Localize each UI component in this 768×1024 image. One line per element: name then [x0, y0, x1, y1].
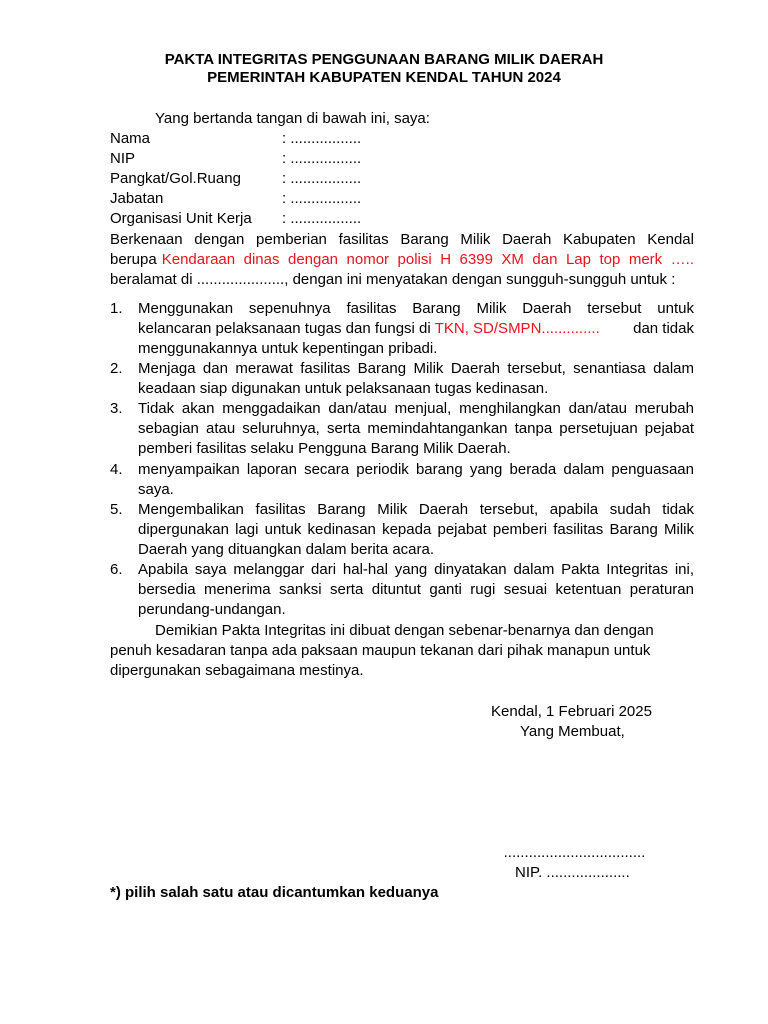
- list-item-5: [138, 500, 694, 560]
- closing-line3: dipergunakan sebagaimana mestinya.: [110, 662, 364, 679]
- list-item-6-line3: perundang-undangan.: [138, 601, 286, 618]
- list-item-6-line1: Apabila saya melanggar dari hal-hal yang dinyatakan dalam Pakta Integritas ini,: [138, 561, 694, 578]
- field-value-nama: : .................: [282, 130, 362, 147]
- list-number-6: 6.: [110, 561, 123, 578]
- field-value-nip: : .................: [282, 150, 362, 167]
- intro-text: Yang bertanda tangan di bawah ini, saya:: [155, 110, 430, 127]
- document-title-line1: PAKTA INTEGRITAS PENGGUNAAN BARANG MILIK DAERAH: [164, 51, 604, 68]
- statement-line2-prefix: berupa: [110, 251, 157, 268]
- list-item-2-line1: Menjaga dan merawat fasilitas Barang Milik Daerah tersebut, senantiasa dalam: [138, 360, 694, 377]
- list-number-4: 4.: [110, 461, 123, 478]
- field-value-organisasi: : .................: [282, 210, 362, 227]
- field-label-organisasi: Organisasi Unit Kerja: [110, 210, 252, 227]
- footnote: *) pilih salah satu atau dicantumkan keduanya: [110, 884, 439, 901]
- list-number-2: 2.: [110, 360, 123, 377]
- list-item-4-line1: menyampaikan laporan secara periodik barang yang berada dalam penguasaan: [138, 461, 694, 478]
- list-number-3: 3.: [110, 400, 123, 417]
- list-item-1-line2-text: kelancaran pelaksanaan tugas dan fungsi di: [138, 320, 431, 337]
- list-item-2: [138, 359, 694, 399]
- list-item-3-line2: sebagian atau seluruhnya, serta memindahtangankan tanpa persetujuan pejabat: [138, 420, 694, 437]
- list-number-1: 1.: [110, 300, 123, 317]
- statement-item-description: Kendaraan dinas dengan nomor polisi H 6399 XM dan Lap top merk …..: [161, 251, 694, 268]
- list-item-1-unit-placeholder: TKN, SD/SMPN..............: [434, 320, 600, 337]
- list-item-6-line2: bersedia menerima sanksi serta dituntut ganti rugi sesuai ketentuan peraturan: [138, 581, 694, 598]
- list-item-5-line2: dipergunakan lagi untuk kedinasan kepada pejabat pemberi fasilitas Barang Milik: [138, 521, 694, 538]
- field-label-nama: Nama: [110, 130, 151, 147]
- list-item-1-line2-end: dan tidak: [633, 320, 694, 337]
- list-item-1: [138, 299, 694, 359]
- list-item-5-line1: Mengembalikan fasilitas Barang Milik Daerah tersebut, apabila sudah tidak: [138, 501, 694, 518]
- list-item-2-line2: keadaan siap digunakan untuk pelaksanaan tugas kedinasan.: [138, 380, 549, 397]
- signature-nip: NIP. ....................: [515, 864, 630, 881]
- list-item-5-line3: Daerah yang dituangkan dalam berita acara.: [138, 541, 435, 558]
- list-item-3-line3: pemberi fasilitas selaku Pengguna Barang Milik Daerah.: [138, 440, 511, 457]
- signature-name-line: ..................................: [503, 844, 646, 861]
- list-item-1-line3: menggunakannya untuk kepentingan pribadi.: [138, 340, 438, 357]
- list-item-1-line2: [138, 319, 694, 339]
- list-item-4-line2: saya.: [138, 481, 174, 498]
- signature-role: Yang Membuat,: [520, 723, 625, 740]
- field-label-nip: NIP: [110, 150, 136, 167]
- field-value-jabatan: : .................: [282, 190, 362, 207]
- list-item-1-line1: Menggunakan sepenuhnya fasilitas Barang Milik Daerah tersebut untuk: [138, 300, 694, 317]
- document-title-line2: PEMERINTAH KABUPATEN KENDAL TAHUN 2024: [207, 69, 561, 86]
- list-item-3-line1: Tidak akan menggadaikan dan/atau menjual, menghilangkan dan/atau merubah: [138, 400, 694, 417]
- field-label-jabatan: Jabatan: [110, 190, 164, 207]
- statement-line1: Berkenaan dengan pemberian fasilitas Barang Milik Daerah Kabupaten Kendal: [110, 231, 694, 248]
- statement-line3: beralamat di ....................., dengan ini menyatakan dengan sungguh-sungguh untuk :: [110, 271, 676, 288]
- closing-line1: Demikian Pakta Integritas ini dibuat dengan sebenar-benarnya dan dengan: [155, 622, 654, 639]
- field-value-pangkat: : .................: [282, 170, 362, 187]
- statement-line2: [110, 250, 694, 270]
- signature-place-date: Kendal, 1 Februari 2025: [491, 703, 652, 720]
- list-number-5: 5.: [110, 501, 123, 518]
- statement-paragraph: [110, 230, 694, 290]
- field-label-pangkat: Pangkat/Gol.Ruang: [110, 170, 241, 187]
- closing-line2: penuh kesadaran tanpa ada paksaan maupun tekanan dari pihak manapun untuk: [110, 642, 651, 659]
- list-item-6: [138, 560, 694, 620]
- list-item-4: [138, 460, 694, 500]
- list-item-3: [138, 399, 694, 459]
